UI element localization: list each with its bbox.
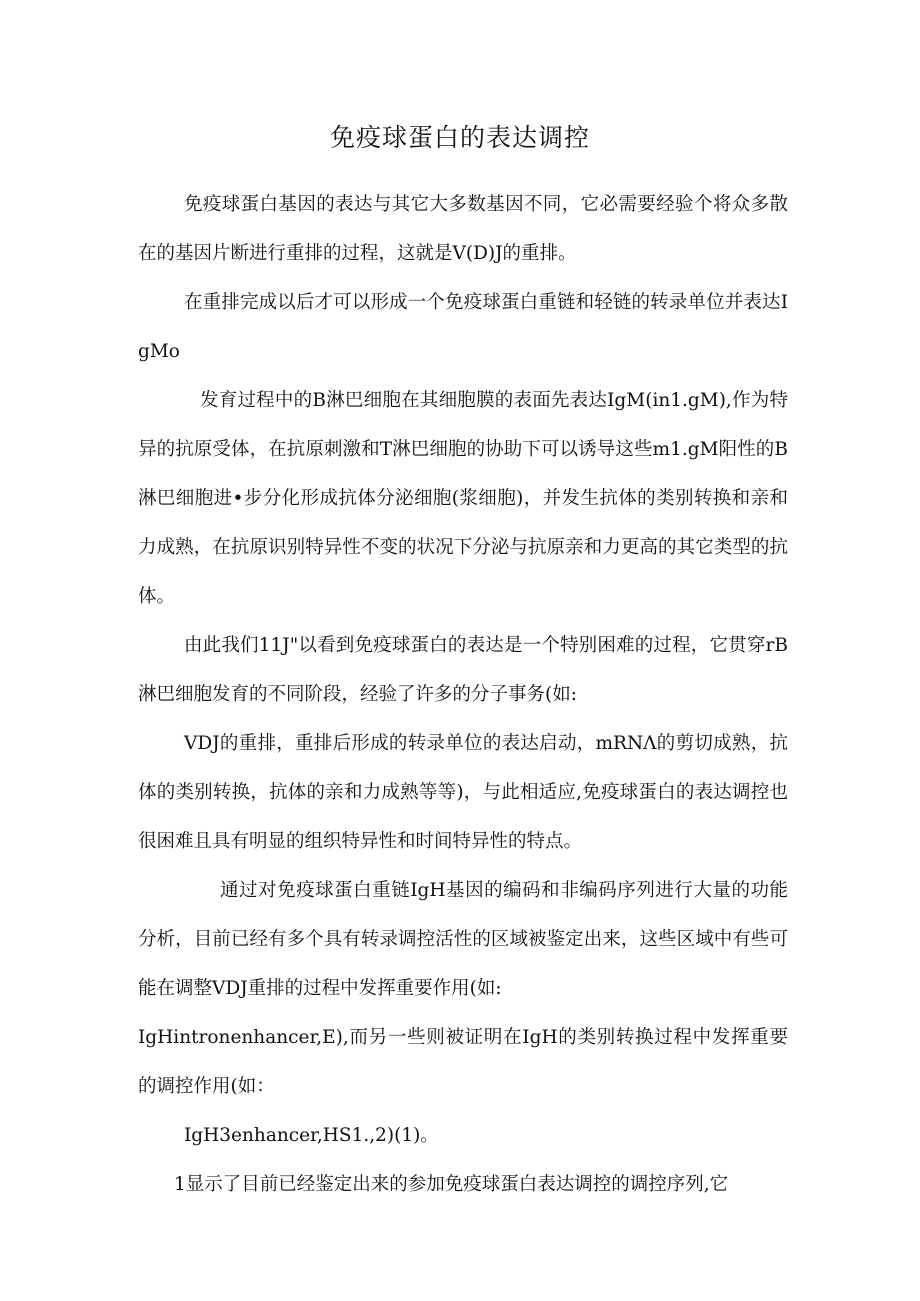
document-title: 免疫球蛋白的表达调控 (329, 123, 590, 152)
paragraph: 免疫球蛋白基因的表达与其它大多数基因不同，它必需要经验个将众多散在的基因片断进行重排的过程，这就是V(D)J的重排。 (138, 194, 788, 264)
paragraph: 在重排完成以后才可以形成一个免疫球蛋白重链和轻链的转录单位并表达IgMo (138, 292, 788, 362)
paragraph: 通过对免疫球蛋白重链IgH基因的编码和非编码序列进行大量的功能分析，目前已经有多个具有转录调控活性的区域被鉴定出来，这些区域中有些可能在调整VDJ重排的过程中发挥重要作用(如: (138, 880, 788, 999)
paragraph: 发育过程中的B淋巴细胞在其细胞膜的表面先表达IgM(in1.gM),作为特异的抗原受体，在抗原刺激和T淋巴细胞的协助下可以诱导这些m1.gM阳性的B淋巴细胞进•步分化形成抗体分泌细胞(浆细胞)，并发生抗体的类别转换和亲和力成熟，在抗原识别特异性不变的状况下分泌与抗原亲和力更高的其它类型的抗体。 (138, 390, 788, 607)
paragraph: IgH3enhancer,HS1.,2)(1)。 (184, 1125, 439, 1146)
paragraph: VDJ的重排，重排后形成的转录单位的表达启动，mRNΛ的剪切成熟，抗体的类别转换，抗体的亲和力成熟等等)，与此相适应,免疫球蛋白的表达调控也很困难且具有明显的组织特异性和时间特异性的特点。 (138, 733, 788, 852)
document-body (138, 180, 788, 1209)
paragraph: IgHintronenhancer,E),而另一些则被证明在IgH的类别转换过程中发挥重要的调控作用(如： (138, 1027, 788, 1097)
paragraph: 1显示了目前已经鉴定出来的参加免疫球蛋白表达调控的调控序列,它 (174, 1174, 729, 1195)
paragraph: 由此我们11J"以看到免疫球蛋白的表达是一个特别困难的过程，它贯穿rB淋巴细胞发育的不同阶段，经验了许多的分子事务(如: (138, 635, 788, 705)
